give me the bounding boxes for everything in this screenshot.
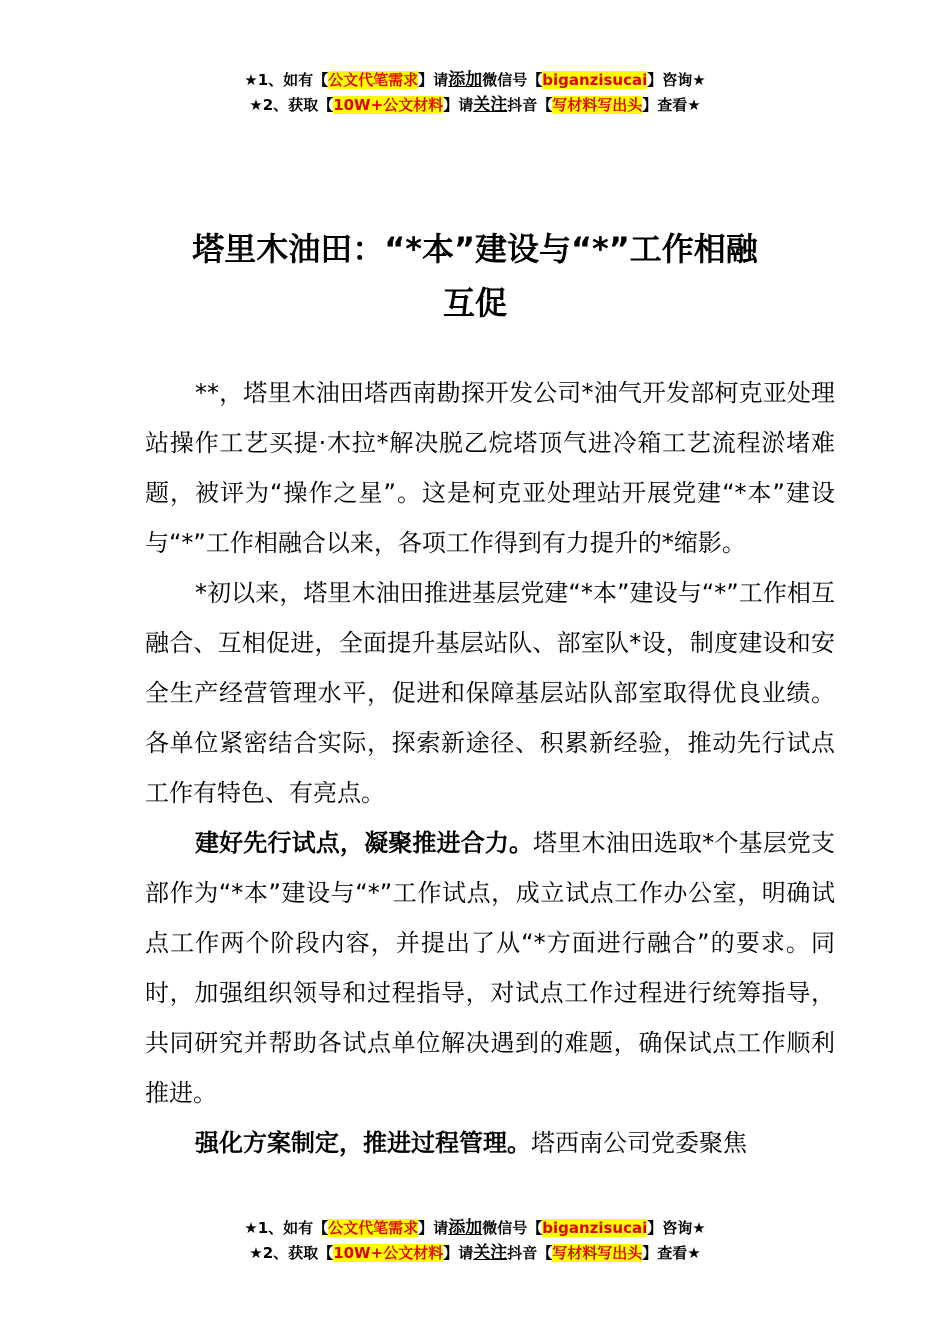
title-line-2: 互促 — [442, 284, 507, 322]
highlight-text: 公文代笔需求 — [328, 71, 419, 89]
footer-notice — [0, 1216, 950, 1266]
notice-text: 抖音【 — [507, 1244, 553, 1262]
header-notice — [0, 68, 950, 118]
douyin-account: 写材料写出头 — [552, 1244, 643, 1262]
underlined-text: 关注 — [473, 1243, 508, 1263]
notice-text: 】咨询★ — [647, 71, 706, 89]
notice-line-2 — [0, 93, 950, 118]
notice-text: 】请 — [443, 1244, 474, 1262]
wechat-id: biganzisucai — [542, 1219, 648, 1237]
document-body — [145, 368, 835, 1168]
notice-line-2 — [0, 1241, 950, 1266]
highlight-text: 10W+公文材料 — [333, 96, 444, 114]
notice-text: ★1、如有【 — [244, 71, 329, 89]
highlight-text: 公文代笔需求 — [328, 1219, 419, 1237]
paragraph-4-text: 塔西南公司党委聚焦 — [531, 1129, 747, 1157]
notice-text: 】查看★ — [642, 96, 701, 114]
paragraph-2: *初以来，塔里木油田推进基层党建“*本”建设与“*”工作相互融合、互相促进，全面提升基层站队、部室队*设，制度建设和安全生产经营管理水平，促进和保障基层站队部室取得优良业绩。各单位紧密结合实际，探索新途径、积累新经验，推动先行试点工作有特色、有亮点。 — [145, 579, 835, 807]
underlined-text: 关注 — [473, 95, 508, 115]
wechat-id: biganzisucai — [542, 71, 648, 89]
notice-text: 】请 — [418, 71, 449, 89]
paragraph-3 — [145, 818, 835, 1118]
notice-text: ★2、获取【 — [249, 96, 334, 114]
paragraph-3-lead: 建好先行试点，凝聚推进合力。 — [195, 829, 534, 857]
notice-line-1 — [0, 68, 950, 93]
notice-text: 微信号【 — [482, 71, 543, 89]
notice-text: 微信号【 — [482, 1219, 543, 1237]
notice-text: 】请 — [418, 1219, 449, 1237]
notice-text: 抖音【 — [507, 96, 553, 114]
underlined-text: 添加 — [448, 70, 483, 90]
notice-line-1 — [0, 1216, 950, 1241]
notice-text: ★1、如有【 — [244, 1219, 329, 1237]
notice-text: 】咨询★ — [647, 1219, 706, 1237]
notice-text: ★2、获取【 — [249, 1244, 334, 1262]
notice-text: 】请 — [443, 96, 474, 114]
title-line-1: 塔里木油田：“*本”建设与“*”工作相融 — [192, 230, 758, 268]
document-title — [120, 222, 830, 330]
underlined-text: 添加 — [448, 1218, 483, 1238]
paragraph-4-lead: 强化方案制定，推进过程管理。 — [195, 1129, 531, 1157]
paragraph-1: **，塔里木油田塔西南勘探开发公司*油气开发部柯克亚处理站操作工艺买提·木拉*解决脱乙烷塔顶气进冷箱工艺流程淤堵难题，被评为“操作之星”。这是柯克亚处理站开展党建“*本”建设与“*”工作相融合以来，各项工作得到有力提升的*缩影。 — [145, 379, 835, 557]
paragraph-3-text: 塔里木油田选取*个基层党支部作为“*本”建设与“*”工作试点，成立试点工作办公室，明确试点工作两个阶段内容，并提出了从“*方面进行融合”的要求。同时，加强组织领导和过程指导，对试点工作过程进行统筹指导，共同研究并帮助各试点单位解决遇到的难题，确保试点工作顺利推进。 — [145, 829, 836, 1107]
douyin-account: 写材料写出头 — [552, 96, 643, 114]
paragraph-4 — [145, 1118, 835, 1168]
notice-text: 】查看★ — [642, 1244, 701, 1262]
highlight-text: 10W+公文材料 — [333, 1244, 444, 1262]
